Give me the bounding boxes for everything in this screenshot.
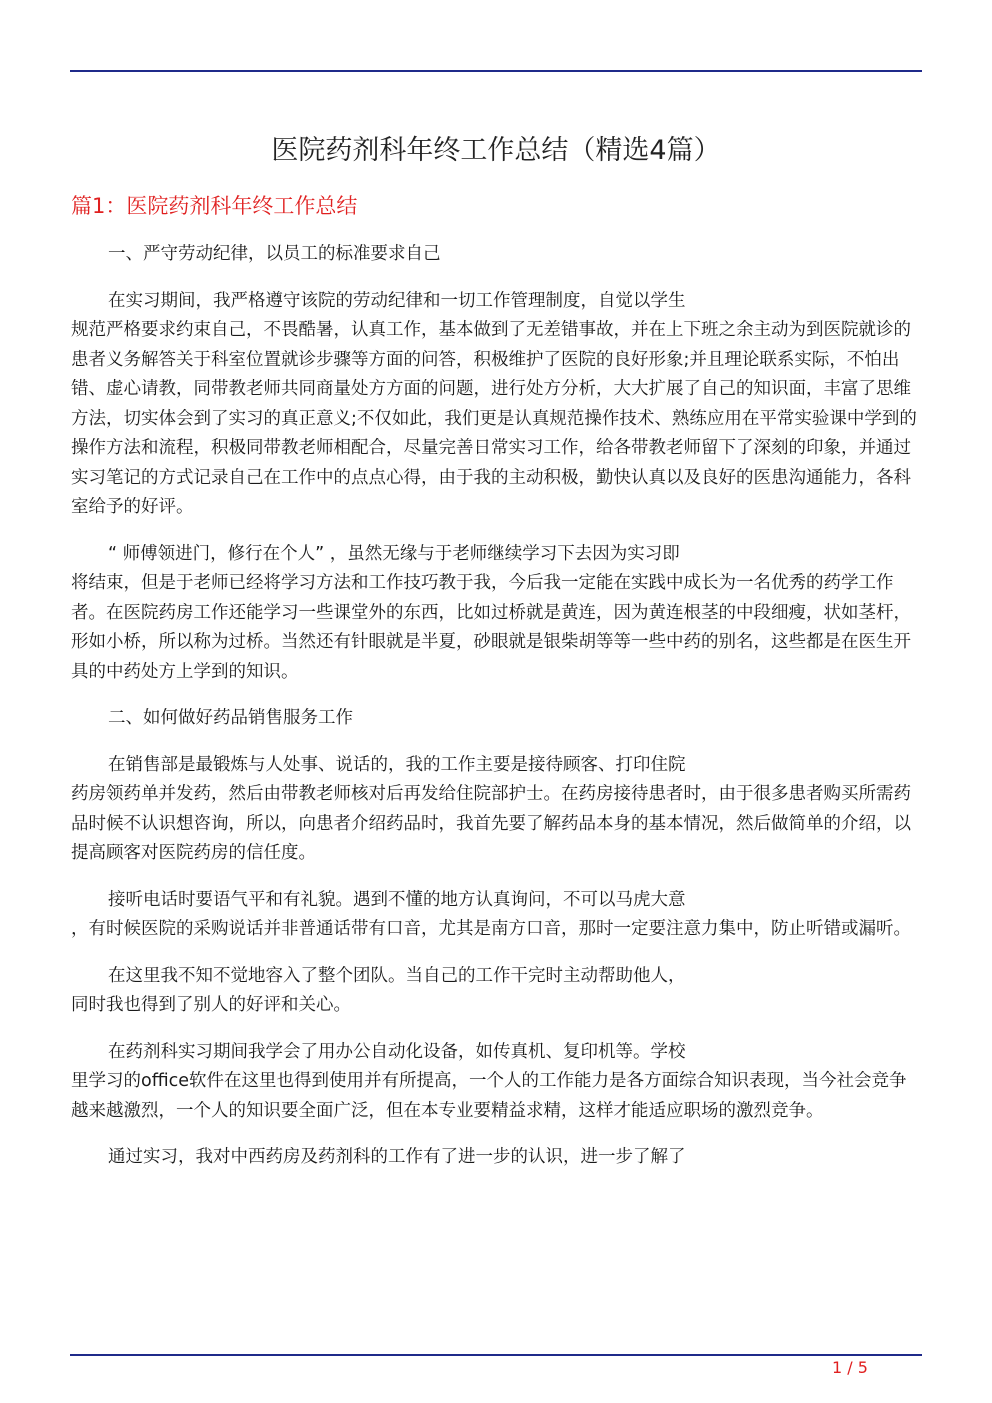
paragraph-4-body: ，有时候医院的采购说话并非普通话带有口音，尤其是南方口音，那时一定要注意力集中，防止听错或漏听。 (71, 919, 911, 939)
paragraph-4-first-line: 接听电话时要语气平和有礼貌。遇到不懂的地方认真询问，不可以马虎大意 (108, 889, 686, 910)
paragraph-3-body: 药房领药单并发药，然后由带教老师核对后再发给住院部护士。在药房接待患者时，由于很多患者购买所需药品时候不认识想咨询，所以，向患者介绍药品时，我首先要了解药品本身的基本情况，然后做简单的介绍，以提高顾客对医院药房的信任度。 (71, 784, 911, 863)
paragraph-2-body: 将结束，但是于老师已经将学习方法和工作技巧教于我，今后我一定能在实践中成长为一名优秀的药学工作者。在医院药房工作还能学习一些课堂外的东西，比如过桥就是黄连，因为黄连根茎的中段细瘦，状如茎杆，形如小桥，所以称为过桥。当然还有针眼就是半夏，砂眼就是银柴胡等等一些中药的别名，这些都是在医生开具的中药处方上学到的知识。 (71, 573, 911, 682)
paragraph-7: 通过实习，我对中西药房及药剂科的工作有了进一步的认识，进一步了解了 (108, 1147, 686, 1167)
document-title: 医院药剂科年终工作总结（精选4篇） (271, 135, 721, 166)
paragraph-1 (71, 287, 921, 523)
paragraph-3-first-line: 在销售部是最锻炼与人处事、说话的，我的工作主要是接待顾客、打印住院 (108, 754, 686, 775)
document-body (71, 240, 921, 1190)
paragraph-6-body: 里学习的office软件在这里也得到使用并有所提高，一个人的工作能力是各方面综合知识表现，当今社会竞争越来越激烈，一个人的知识要全面广泛，但在本专业要精益求精，这样才能适应职场的激烈竞争。 (71, 1071, 907, 1121)
paragraph-5-body: 同时我也得到了别人的好评和关心。 (71, 995, 351, 1015)
paragraph-5 (71, 962, 921, 1021)
subheading-1: 一、严守劳动纪律，以员工的标准要求自己 (108, 244, 441, 264)
footer-rule (70, 1354, 922, 1356)
page-number: 1 / 5 (832, 1358, 868, 1377)
paragraph-2-first-line: “ 师傅领进门，修行在个人” ，虽然无缘与于老师继续学习下去因为实习即 (108, 543, 680, 564)
paragraph-6-first-line: 在药剂科实习期间我学会了用办公自动化设备，如传真机、复印机等。学校 (108, 1041, 686, 1062)
paragraph-1-first-line: 在实习期间，我严格遵守该院的劳动纪律和一切工作管理制度，自觉以学生 (108, 290, 686, 311)
paragraph-2 (71, 540, 921, 688)
paragraph-4 (71, 886, 921, 945)
subheading-2: 二、如何做好药品销售服务工作 (108, 708, 353, 728)
paragraph-3 (71, 751, 921, 869)
paragraph-1-body: 规范严格要求约束自己，不畏酷暑，认真工作，基本做到了无差错事故，并在上下班之余主动为到医院就诊的患者义务解答关于科室位置就诊步骤等方面的问答，积极维护了医院的良好形象;并且理论联系实际，不怕出错、虚心请教，同带教老师共同商量处方方面的问题，进行处方分析，大大扩展了自己的知识面，丰富了思维方法，切实体会到了实习的真正意义;不仅如此，我们更是认真规范操作技术、熟练应用在平常实验课中学到的操作方法和流程，积极同带教老师相配合，尽量完善日常实习工作，给各带教老师留下了深刻的印象，并通过实习笔记的方式记录自己在工作中的点点心得，由于我的主动积极，勤快认真以及良好的医患沟通能力，各科室给予的好评。 (71, 320, 917, 517)
section-heading: 篇1：医院药剂科年终工作总结 (71, 194, 358, 218)
paragraph-6 (71, 1038, 921, 1127)
paragraph-5-first-line: 在这里我不知不觉地容入了整个团队。当自己的工作干完时主动帮助他人， (108, 965, 686, 986)
header-rule (70, 70, 922, 72)
